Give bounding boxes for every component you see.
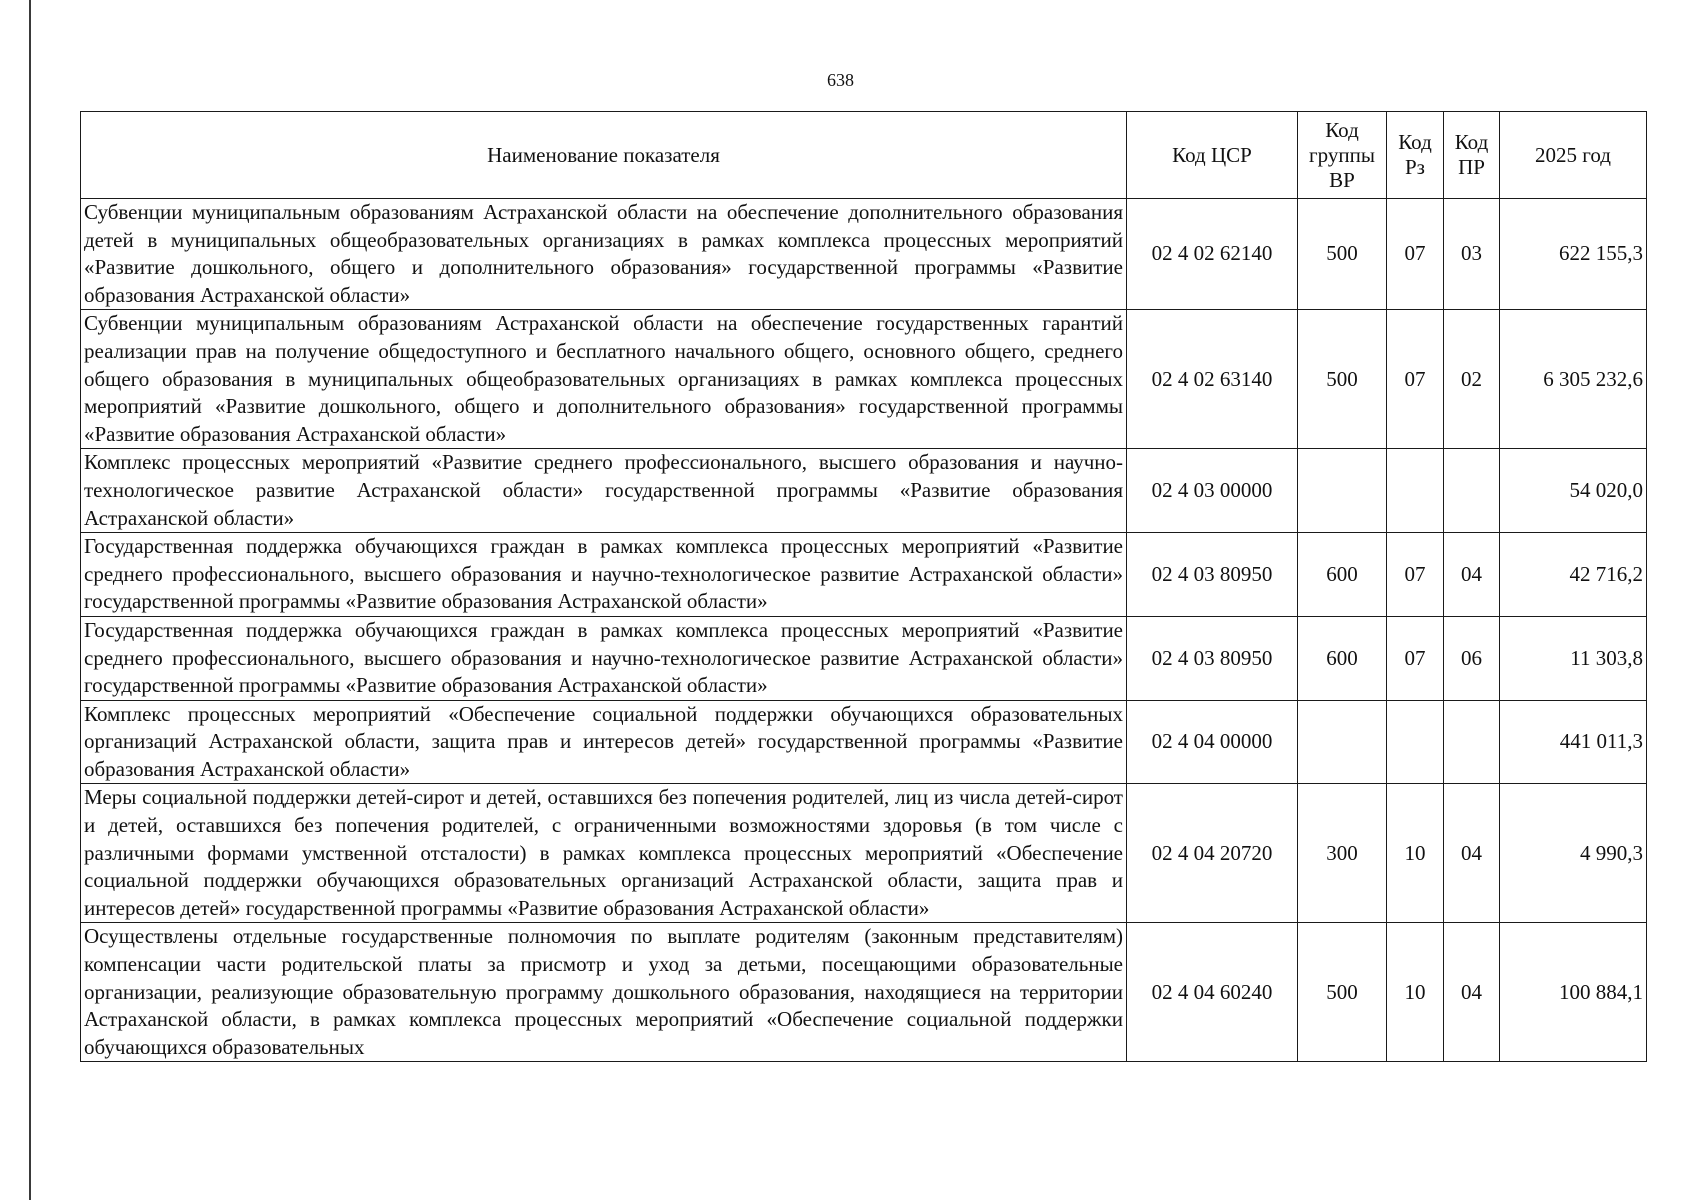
table-row xyxy=(81,310,1647,449)
row-vr-code: 500 xyxy=(1298,923,1387,1062)
row-csr-code: 02 4 02 63140 xyxy=(1127,310,1298,449)
header-pr-code: Код ПР xyxy=(1444,112,1500,199)
row-name: Меры социальной поддержки детей-сирот и детей, оставшихся без попечения родителей, лиц из числа детей-сирот и детей, оставшихся без попечения родителей, с ограниченными возможностями здоровья (в том числе с различными формами умственной отсталости) в рамках комплекса процессных мероприятий «Обеспечение социальной поддержки обучающихся образовательных организаций Астраханской области, защита прав и интересов детей» государственной программы «Развитие образования Астраханской области» xyxy=(81,784,1127,923)
row-pr-code: 04 xyxy=(1444,923,1500,1062)
row-vr-code xyxy=(1298,700,1387,784)
row-vr-code: 600 xyxy=(1298,533,1387,617)
row-pr-code xyxy=(1444,449,1500,533)
row-vr-code: 500 xyxy=(1298,310,1387,449)
row-pr-code: 06 xyxy=(1444,616,1500,700)
header-csr-code: Код ЦСР xyxy=(1127,112,1298,199)
row-pr-code: 04 xyxy=(1444,784,1500,923)
row-rz-code xyxy=(1387,449,1444,533)
header-vr-group-code: Код группы ВР xyxy=(1298,112,1387,199)
row-csr-code: 02 4 03 00000 xyxy=(1127,449,1298,533)
row-amount: 441 011,3 xyxy=(1500,700,1647,784)
row-csr-code: 02 4 04 00000 xyxy=(1127,700,1298,784)
row-amount: 6 305 232,6 xyxy=(1500,310,1647,449)
row-rz-code: 10 xyxy=(1387,784,1444,923)
row-name: Комплекс процессных мероприятий «Развитие среднего профессионального, высшего образования и научно-технологическое развитие Астраханской области» государственной программы «Развитие образования Астраханской области» xyxy=(81,449,1127,533)
header-name: Наименование показателя xyxy=(81,112,1127,199)
row-name: Государственная поддержка обучающихся граждан в рамках комплекса процессных мероприятий «Развитие среднего профессионального, высшего образования и научно-технологическое развитие Астраханской области» государственной программы «Развитие образования Астраханской области» xyxy=(81,533,1127,617)
row-csr-code: 02 4 04 20720 xyxy=(1127,784,1298,923)
table-row xyxy=(81,700,1647,784)
row-pr-code: 03 xyxy=(1444,199,1500,310)
header-year-2025: 2025 год xyxy=(1500,112,1647,199)
row-vr-code: 600 xyxy=(1298,616,1387,700)
row-rz-code: 07 xyxy=(1387,199,1444,310)
row-amount: 42 716,2 xyxy=(1500,533,1647,617)
row-name: Комплекс процессных мероприятий «Обеспечение социальной поддержки обучающихся образовательных организаций Астраханской области, защита прав и интересов детей» государственной программы «Развитие образования Астраханской области» xyxy=(81,700,1127,784)
row-amount: 100 884,1 xyxy=(1500,923,1647,1062)
row-vr-code: 500 xyxy=(1298,199,1387,310)
table-row xyxy=(81,533,1647,617)
row-pr-code: 02 xyxy=(1444,310,1500,449)
budget-table xyxy=(80,111,1647,1062)
table-row xyxy=(81,923,1647,1062)
row-csr-code: 02 4 03 80950 xyxy=(1127,533,1298,617)
row-csr-code: 02 4 03 80950 xyxy=(1127,616,1298,700)
row-name: Государственная поддержка обучающихся граждан в рамках комплекса процессных мероприятий «Развитие среднего профессионального, высшего образования и научно-технологическое развитие Астраханской области» государственной программы «Развитие образования Астраханской области» xyxy=(81,616,1127,700)
row-name: Субвенции муниципальным образованиям Астраханской области на обеспечение дополнительного образования детей в муниципальных общеобразовательных организациях в рамках комплекса процессных мероприятий «Развитие дошкольного, общего и дополнительного образования» государственной программы «Развитие образования Астраханской области» xyxy=(81,199,1127,310)
table-row xyxy=(81,449,1647,533)
row-amount: 4 990,3 xyxy=(1500,784,1647,923)
header-rz-code: Код Рз xyxy=(1387,112,1444,199)
table-row xyxy=(81,616,1647,700)
row-rz-code: 07 xyxy=(1387,616,1444,700)
binding-margin-line xyxy=(29,0,31,1200)
row-amount: 54 020,0 xyxy=(1500,449,1647,533)
row-rz-code: 10 xyxy=(1387,923,1444,1062)
row-name: Осуществлены отдельные государственные полномочия по выплате родителям (законным представителям) компенсации части родительской платы за присмотр и уход за детьми, посещающими образовательные организации, реализующие образовательную программу дошкольного образования, находящиеся на территории Астраханской области, в рамках комплекса процессных мероприятий «Обеспечение социальной поддержки обучающихся образовательных xyxy=(81,923,1127,1062)
row-pr-code: 04 xyxy=(1444,533,1500,617)
row-amount: 11 303,8 xyxy=(1500,616,1647,700)
page-number: 638 xyxy=(827,70,854,90)
row-csr-code: 02 4 02 62140 xyxy=(1127,199,1298,310)
row-vr-code: 300 xyxy=(1298,784,1387,923)
row-vr-code xyxy=(1298,449,1387,533)
row-name: Субвенции муниципальным образованиям Астраханской области на обеспечение государственных гарантий реализации прав на получение общедоступного и бесплатного начального общего, основного общего, среднего общего образования в муниципальных общеобразовательных организациях в рамках комплекса процессных мероприятий «Развитие дошкольного, общего и дополнительного образования» государственной программы «Развитие образования Астраханской области» xyxy=(81,310,1127,449)
row-csr-code: 02 4 04 60240 xyxy=(1127,923,1298,1062)
row-rz-code: 07 xyxy=(1387,533,1444,617)
table-row xyxy=(81,784,1647,923)
row-pr-code xyxy=(1444,700,1500,784)
table-header-row xyxy=(81,112,1647,199)
row-amount: 622 155,3 xyxy=(1500,199,1647,310)
row-rz-code: 07 xyxy=(1387,310,1444,449)
table-row xyxy=(81,199,1647,310)
row-rz-code xyxy=(1387,700,1444,784)
